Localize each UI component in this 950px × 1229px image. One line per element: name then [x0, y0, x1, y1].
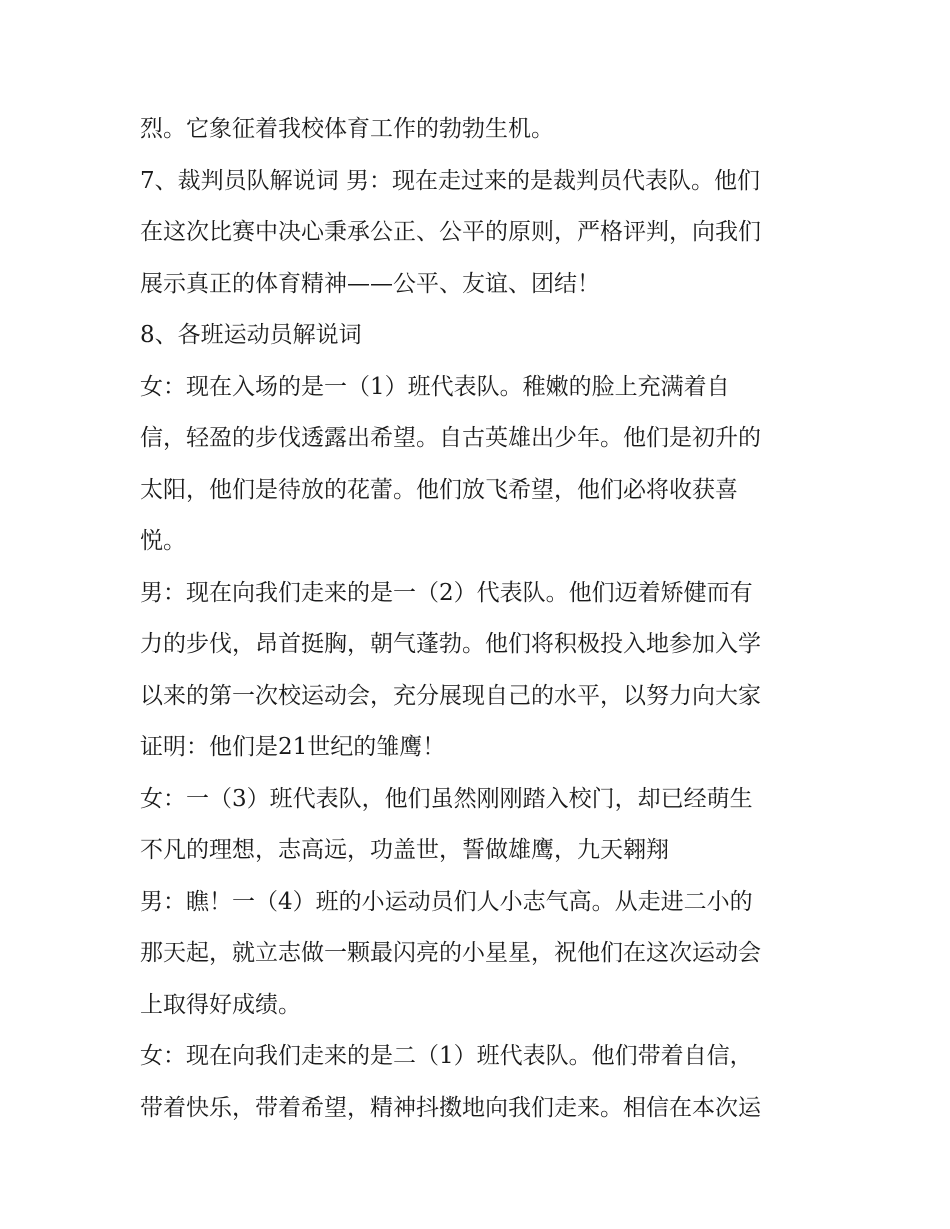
text-line: 带着快乐，带着希望，精神抖擞地向我们走来。相信在本次运 [140, 1094, 761, 1121]
text-line: 悦。 [140, 528, 186, 554]
text-line: 那天起，就立志做一颗最闪亮的小星星，祝他们在这次运动会 [140, 940, 761, 966]
text-line: 7、裁判员队解说词 男：现在走过来的是裁判员代表队。他们 [140, 167, 760, 194]
text-line: 太阳，他们是待放的花蕾。他们放飞希望，他们必将收获喜 [140, 476, 738, 503]
text-line: 展示真正的体育精神——公平、友谊、团结！ [140, 270, 600, 297]
text-line: 女：现在向我们走来的是二（1）班代表队。他们带着自信， [140, 1043, 753, 1069]
text-line: 男：现在向我们走来的是一（2）代表队。他们迈着矫健而有 [140, 579, 753, 606]
text-line: 以来的第一次校运动会，充分展现自己的水平，以努力向大家 [140, 682, 761, 709]
text-line: 上取得好成绩。 [140, 991, 301, 1018]
text-line: 力的步伐，昂首挺胸，朝气蓬勃。他们将积极投入地参加入学 [140, 631, 761, 657]
text-line: 在这次比赛中决心秉承公正、公平的原则，严格评判，向我们 [140, 219, 761, 245]
text-line: 不凡的理想，志高远，功盖世，誓做雄鹰，九天翱翔 [140, 837, 669, 863]
text-line: 女：一（3）班代表队，他们虽然刚刚踏入校门，却已经萌生 [140, 785, 753, 812]
text-line: 信，轻盈的步伐透露出希望。自古英雄出少年。他们是初升的 [140, 425, 761, 451]
text-line: 8、各班运动员解说词 [140, 322, 362, 348]
text-line: 证明：他们是21世纪的雏鹰！ [140, 734, 446, 760]
document-body [140, 104, 830, 1134]
text-line: 烈。它象征着我校体育工作的勃勃生机。 [140, 116, 554, 142]
text-line: 男：瞧！一（4）班的小运动员们人小志气高。从走进二小的 [140, 888, 753, 915]
text-line: 女：现在入场的是一（1）班代表队。稚嫩的脸上充满着自 [140, 373, 730, 400]
